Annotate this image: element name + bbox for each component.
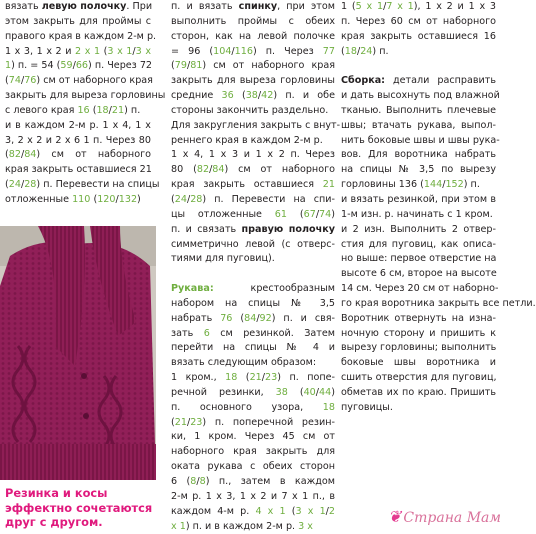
text-line [341,238,496,253]
text-segment: / [186,193,191,205]
text-segment: закрыть для выреза горловины [5,90,166,102]
text-segment: 28 [24,179,37,191]
text-segment: вязать [5,1,42,12]
text-segment: ( [90,193,98,205]
text-line [171,341,335,356]
text-line [341,89,500,104]
text-segment: / [356,45,361,57]
text-segment: / [383,1,387,12]
text-segment: 3 х [135,45,152,57]
text-segment: выполнить проймы с обеих [171,15,335,27]
text-segment: сторон, как на левой полочке [171,30,335,42]
text-segment: 24 [174,193,187,205]
text-segment: стороны закончить раздельно. [171,104,329,116]
text-segment: ) см от наборного [36,149,151,161]
text-segment: каждом 4-м р. [171,505,256,517]
text-line [341,341,496,356]
text-segment: 152 [445,179,464,191]
text-segment: набрать [171,312,221,324]
text-segment: 104 [213,45,232,57]
text-line [341,208,496,223]
text-segment: 3 х 1 [107,45,133,57]
text-segment: п. и вязать [171,1,239,12]
text-segment: ) [137,193,141,205]
text-line [171,356,335,371]
text-line [171,401,335,416]
text-segment: / [325,505,329,517]
text-line [5,45,151,60]
text-line [171,297,335,312]
site-watermark [388,505,500,529]
text-segment: 21 [174,416,187,428]
sweater-photo [0,226,156,480]
text-segment: ( [5,75,9,87]
text-line [171,490,335,505]
text-segment: швы; втачать рукава, выпол- [341,119,496,131]
text-segment: ( [171,193,175,205]
text-segment: ( [285,505,296,517]
text-segment: ( [171,60,175,72]
text-segment: 77 [322,45,335,57]
text-segment: 84 [24,149,37,161]
text-line [341,59,496,74]
text-line [171,89,335,104]
text-segment: ) п. Через [252,45,323,57]
text-segment: / [186,60,191,72]
watermark-text: Страна Мам [403,510,502,526]
text-segment: 3 х [298,520,313,532]
text-segment: ), 1 х 2 и 1 х 3 [413,1,497,12]
text-segment: ( [89,104,97,116]
text-segment: ( [287,208,304,220]
text-line [171,282,335,297]
text-line [5,163,151,178]
text-segment: вов. Для воротника набрать [341,149,496,161]
text-segment: симметрично левой (с отверс- [171,238,335,250]
text-line [171,104,335,119]
text-segment: 38 [245,90,258,102]
text-segment: 18 [96,104,109,116]
text-line [171,520,335,534]
text-segment: ) п. Перевести на спи- [202,193,335,205]
text-line [341,371,496,386]
text-segment: = 96 ( [171,45,214,57]
text-line [171,475,335,490]
text-line [341,327,496,342]
text-segment: 1 х 3, 1 х 2 и [5,45,76,57]
text-line [341,163,496,178]
text-line [171,252,335,267]
text-line [171,386,335,401]
text-segment: 7 х 1 [386,1,414,12]
text-segment: вязать следующим образом: [171,357,317,369]
text-segment: ) см от наборного края [36,75,153,87]
text-segment: / [115,193,119,205]
text-line [171,416,335,431]
text-line [341,104,496,119]
text-segment: 59 [60,60,73,72]
text-line [341,134,500,149]
text-segment: см резинкой. Затем [209,327,335,339]
text-segment: цы отложенные [171,208,275,220]
text-segment: спинку [238,1,278,12]
text-segment: ) п. = 54 ( [11,60,61,72]
text-segment: и вязать резинкой, при этом в [341,193,496,205]
text-segment: тканью. Выполнить плечевые [341,104,496,116]
text-segment: обметав их по краю. Пришить [341,386,496,398]
text-line [5,0,151,15]
text-segment: ночную сторону и пришить к [341,327,496,339]
text-line [171,208,335,223]
text-segment: наборного края закрыть для [171,446,335,458]
text-segment: 18 [344,45,357,57]
text-segment: / [257,90,262,102]
text-segment: ( [171,416,175,428]
text-segment: 120 [97,193,116,205]
text-segment: / [315,386,320,398]
text-line [341,193,496,208]
text-line [5,89,166,104]
text-segment: закрыть для выреза горловины [171,75,335,87]
text-segment: ) см от наборного [224,164,335,176]
text-segment: 3, 2 х 2 и 2 х 6 1 п. Через 80 [5,134,151,146]
text-segment: / [442,179,446,191]
text-segment: набором на спицы № 3,5 [171,297,335,309]
text-segment: с левого края [5,104,78,116]
text-segment: / [186,416,191,428]
text-segment: 76 [24,75,37,87]
text-segment: 66 [75,60,89,72]
text-segment: и дать высохнуть под влажной [341,90,500,102]
text-segment: 2-м р. 1 х 3, 1 х 2 и 7 х 1 п., в [171,490,335,502]
text-line [171,163,335,178]
text-segment: ки, 1 кром. Через 45 см от [171,431,335,443]
text-line [171,15,335,30]
text-segment: 74 [319,208,332,220]
text-segment: 5 х 1 [355,1,384,12]
text-segment: / [256,312,260,324]
text-segment: ) п. [372,45,389,57]
text-segment: ) п. Перевести на спицы [36,179,160,191]
text-segment: вырезу горловины; выполнить [341,342,497,354]
text-segment: 61 [274,208,288,220]
text-segment: правого края в каждом 2-м р. [5,30,157,42]
text-segment: 144 [423,179,443,191]
text-segment: 1 [5,60,12,72]
text-segment: 44 [319,386,332,398]
text-line [171,223,335,238]
text-segment: 84 [244,312,257,324]
text-segment: 8 [190,476,197,487]
text-line [171,59,335,74]
text-segment: ( [237,372,250,384]
text-line [341,312,496,327]
text-line [171,134,335,149]
text-segment: 42 [261,90,274,102]
text-line [341,223,496,238]
text-line [171,505,335,520]
text-line [341,297,536,312]
text-line [341,0,496,15]
text-line [171,312,335,327]
text-segment: / [20,75,25,87]
text-segment: 23 [190,416,203,428]
text-segment: х 1 [171,520,186,532]
text-segment: 67 [303,208,316,220]
text-segment: / [209,164,213,176]
text-segment: ) п. и в каждом 2-м р. [185,520,299,532]
text-segment: п. Через 60 см от наборного [341,15,496,27]
text-segment: . При [126,1,153,12]
text-line [5,59,151,74]
text-segment: 110 [72,193,91,205]
text-segment: 36 [221,90,234,102]
text-segment: ( [341,45,345,57]
text-segment: 132 [118,193,138,205]
text-line [5,134,151,149]
text-segment: / [196,476,200,487]
text-line [171,430,335,445]
text-segment: отложенные [5,193,73,205]
text-segment: ) п. Через 72 [88,60,153,72]
text-segment: / [315,208,320,220]
text-segment: края закрыть оставшиеся [171,179,323,191]
text-segment: ) п. попе- [277,372,336,384]
text-line [341,148,496,163]
text-line [171,30,335,45]
text-segment: 3 х 1 [295,505,326,517]
text-line [5,178,160,193]
text-column-2 [171,0,341,534]
text-segment: речной резинки, [171,386,276,398]
text-segment: 1 кром., [171,372,226,384]
text-line [341,356,496,371]
text-segment: 21 [322,179,335,191]
text-line [341,45,496,60]
text-line [5,15,151,30]
text-segment: 4 х 1 [255,505,286,517]
text-line [341,267,496,282]
text-segment: 2 [328,505,336,517]
text-column-1 [5,0,166,208]
text-segment: Для закругления закрыть с внут- [171,119,341,131]
sweater-illustration [0,226,156,480]
text-segment: / [72,60,76,72]
text-segment: 18 [322,401,335,413]
text-segment: п. основного узора, [171,401,323,413]
text-segment: / [20,179,25,191]
text-segment: 92 [259,312,272,324]
text-segment: ) п. [124,104,141,116]
text-segment: 8 [199,476,206,487]
text-segment: 18 [225,372,238,384]
text-line [5,74,151,89]
caption-line-3: друг с другом. [5,515,103,529]
text-segment: реннего края в каждом 2-м р. [171,134,323,146]
text-segment: / [261,372,266,384]
text-segment: нить боковые швы и швы рука- [341,134,500,146]
text-segment: ) см от наборного края [202,60,335,72]
text-segment: 23 [265,372,278,384]
text-line [5,119,151,134]
text-segment: 24 [8,179,21,191]
text-segment: ) п. и свя- [271,312,335,324]
text-line [171,371,335,386]
text-segment: этом закрыть для проймы с [5,15,151,27]
text-segment: пуговицы. [341,401,393,413]
text-segment: 116 [234,45,253,57]
text-segment: 21 [111,104,125,116]
text-line [171,45,335,60]
caption-line-2: эффектно сочетаются [5,500,153,515]
text-segment: ( [232,312,245,324]
text-segment: и в каждом 2-м р. 1 х 4, 1 х [5,119,151,131]
text-segment: и 2 изн. Выполнить 2 отвер- [341,223,496,235]
caption-line-1: Резинка и косы [5,486,108,500]
text-line [341,252,496,267]
text-segment: высоте 6 см, второе на высоте [341,268,497,280]
text-segment: го края воротника закрыть все петли. [341,297,536,309]
text-segment: 81 [190,60,203,72]
text-segment: 84 [212,164,225,176]
text-segment: / [132,45,136,57]
text-segment: 82 [8,149,21,161]
text-line [171,0,335,15]
text-segment: ( [5,179,9,191]
text-line [341,282,499,297]
text-segment: 40 [303,386,316,398]
text-line [171,148,335,163]
text-segment: 24 [360,45,373,57]
text-line [5,148,151,163]
text-segment: 6 ( [171,476,191,487]
text-segment: ) п., затем в каждом [205,476,335,487]
text-segment: 1 х 4, 1 х 3 и 1 х 2 п. Через [171,149,335,161]
text-segment: 21 [249,372,262,384]
text-line [171,74,335,89]
text-segment: 79 [174,60,187,72]
text-segment: ) п. [463,179,480,191]
text-segment: / [108,104,112,116]
text-segment: ) [331,208,336,220]
text-line [171,445,335,460]
text-segment: стия для пуговиц, как описа- [341,238,496,250]
text-segment: 38 [275,386,288,398]
text-line [341,74,496,89]
text-segment: , при этом [277,1,335,12]
text-line [5,30,157,45]
text-segment: 14 см. Через 20 см от наборно- [341,283,499,295]
text-line [171,119,341,134]
text-segment: на спицы № 3,5 по вырезу [341,164,496,176]
text-column-3 [341,0,536,416]
text-segment: левую полочку [41,1,127,12]
text-segment: Воротник отвернуть на изна- [341,312,496,324]
text-segment: 16 [77,104,90,116]
text-segment: 1 ( [341,1,356,12]
text-segment: Рукава: [171,283,214,295]
text-segment: / [231,45,235,57]
text-segment: перейти на спицы № 4 и [171,342,335,354]
text-segment: сшить отверстия для пуговиц, [341,372,497,384]
text-line [171,238,335,253]
text-line [341,401,496,416]
text-segment: средние [171,90,222,102]
text-segment: 74 [8,75,21,87]
text-segment: края закрыть оставшиеся 21 [5,164,152,176]
text-segment: оката рукава с обеих сторон [171,461,335,473]
text-segment: ) п. поперечной резин- [202,416,335,428]
text-segment: ( [100,45,108,57]
text-segment: 80 ( [171,164,197,176]
text-segment: 28 [190,193,203,205]
text-segment: ( [287,386,304,398]
text-segment: крестообразным [213,283,335,295]
text-segment: 6 [203,327,210,339]
text-segment: 2 х 1 [75,45,101,57]
text-segment: горловины 136 ( [341,179,424,191]
swirl-logo-icon: ❦ [388,507,402,526]
text-segment: 76 [220,312,233,324]
text-segment: правую полочку [241,223,335,235]
text-line [171,193,335,208]
text-line [171,178,335,193]
text-segment: тиями для пуговиц). [171,253,275,265]
text-line [5,104,151,119]
text-segment: ) п. и обе [273,90,335,102]
text-segment: детали расправить [385,75,496,87]
text-line [171,327,335,342]
text-segment: п. и связать [171,223,242,235]
text-line [341,178,496,193]
text-segment: боковые швы воротника и [341,357,496,369]
text-line [341,15,496,30]
text-line [341,119,496,134]
text-line [171,460,335,475]
text-line [5,193,151,208]
text-segment: ( [5,149,9,161]
text-segment: зать [171,327,204,339]
text-segment: / [20,149,25,161]
text-segment: края закрыть оставшиеся 16 [341,30,496,42]
text-segment: но выше: первое отверстие на [341,253,497,265]
text-line [341,386,496,401]
text-segment: 1-м изн. р. начинать с 1 кром. [341,208,493,220]
text-line [171,267,335,282]
text-segment: 82 [196,164,210,176]
text-segment: ( [233,90,246,102]
text-segment: ) [331,386,335,398]
text-line [341,30,496,45]
photo-caption [5,486,155,530]
text-segment: Сборка: [341,75,386,87]
